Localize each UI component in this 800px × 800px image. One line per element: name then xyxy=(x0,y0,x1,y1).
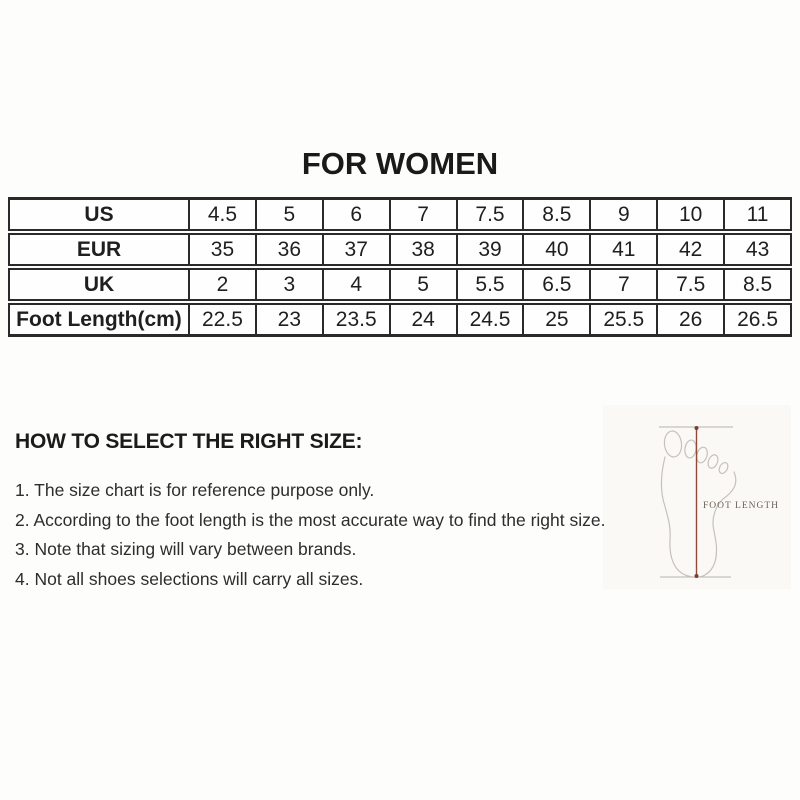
guide-heading: HOW TO SELECT THE RIGHT SIZE: xyxy=(15,430,363,453)
table-cell: 4.5 xyxy=(188,197,257,231)
table-row-eur xyxy=(8,233,792,266)
guide-item: 1. The size chart is for reference purpose only. xyxy=(15,480,375,500)
table-cell: 5.5 xyxy=(456,268,525,301)
table-row-uk xyxy=(8,268,792,301)
measure-endpoint-bottom xyxy=(695,574,699,578)
table-cell: 6 xyxy=(322,197,391,231)
table-cell: 36 xyxy=(255,233,324,266)
row-header-us: US xyxy=(8,197,190,231)
size-chart-table xyxy=(8,197,792,339)
table-cell: 41 xyxy=(589,233,658,266)
table-cell: 9 xyxy=(589,197,658,231)
measure-endpoint-top xyxy=(695,426,699,430)
table-cell: 7 xyxy=(589,268,658,301)
table-cell: 5 xyxy=(255,197,324,231)
row-header-eur: EUR xyxy=(8,233,190,266)
table-cell: 7.5 xyxy=(456,197,525,231)
table-cell: 22.5 xyxy=(188,303,257,337)
table-cell: 7.5 xyxy=(656,268,725,301)
table-cell: 37 xyxy=(322,233,391,266)
table-cell: 4 xyxy=(322,268,391,301)
row-header-uk: UK xyxy=(8,268,190,301)
table-cell: 38 xyxy=(389,233,458,266)
page-title: FOR WOMEN xyxy=(301,146,499,181)
table-cell: 5 xyxy=(389,268,458,301)
table-cell: 8.5 xyxy=(522,197,591,231)
foot-length-label: FOOT LENGTH xyxy=(703,501,780,511)
table-cell: 6.5 xyxy=(522,268,591,301)
foot-outline xyxy=(661,457,735,577)
table-cell: 25 xyxy=(522,303,591,337)
table-cell: 23.5 xyxy=(322,303,391,337)
table-cell: 39 xyxy=(456,233,525,266)
table-cell: 3 xyxy=(255,268,324,301)
table-cell: 43 xyxy=(723,233,792,266)
table-cell: 35 xyxy=(188,233,257,266)
table-cell: 24 xyxy=(389,303,458,337)
guide-list xyxy=(15,476,635,594)
table-cell: 25.5 xyxy=(589,303,658,337)
table-cell: 7 xyxy=(389,197,458,231)
table-cell: 40 xyxy=(522,233,591,266)
guide-item: 2. According to the foot length is the most accurate way to find the right size. xyxy=(15,509,606,530)
table-cell: 2 xyxy=(188,268,257,301)
table-row-us xyxy=(8,197,792,231)
table-cell: 11 xyxy=(723,197,792,231)
table-cell: 23 xyxy=(255,303,324,337)
table-cell: 26.5 xyxy=(723,303,792,337)
guide-item: 4. Not all shoes selections will carry all sizes. xyxy=(15,568,364,589)
table-row-foot-length xyxy=(8,303,792,337)
table-cell: 26 xyxy=(656,303,725,337)
table-cell: 24.5 xyxy=(456,303,525,337)
table-cell: 8.5 xyxy=(723,268,792,301)
row-header-foot-length: Foot Length(cm) xyxy=(8,303,190,337)
guide-item: 3. Note that sizing will vary between brands. xyxy=(15,539,357,559)
table-cell: 10 xyxy=(656,197,725,231)
table-cell: 42 xyxy=(656,233,725,266)
